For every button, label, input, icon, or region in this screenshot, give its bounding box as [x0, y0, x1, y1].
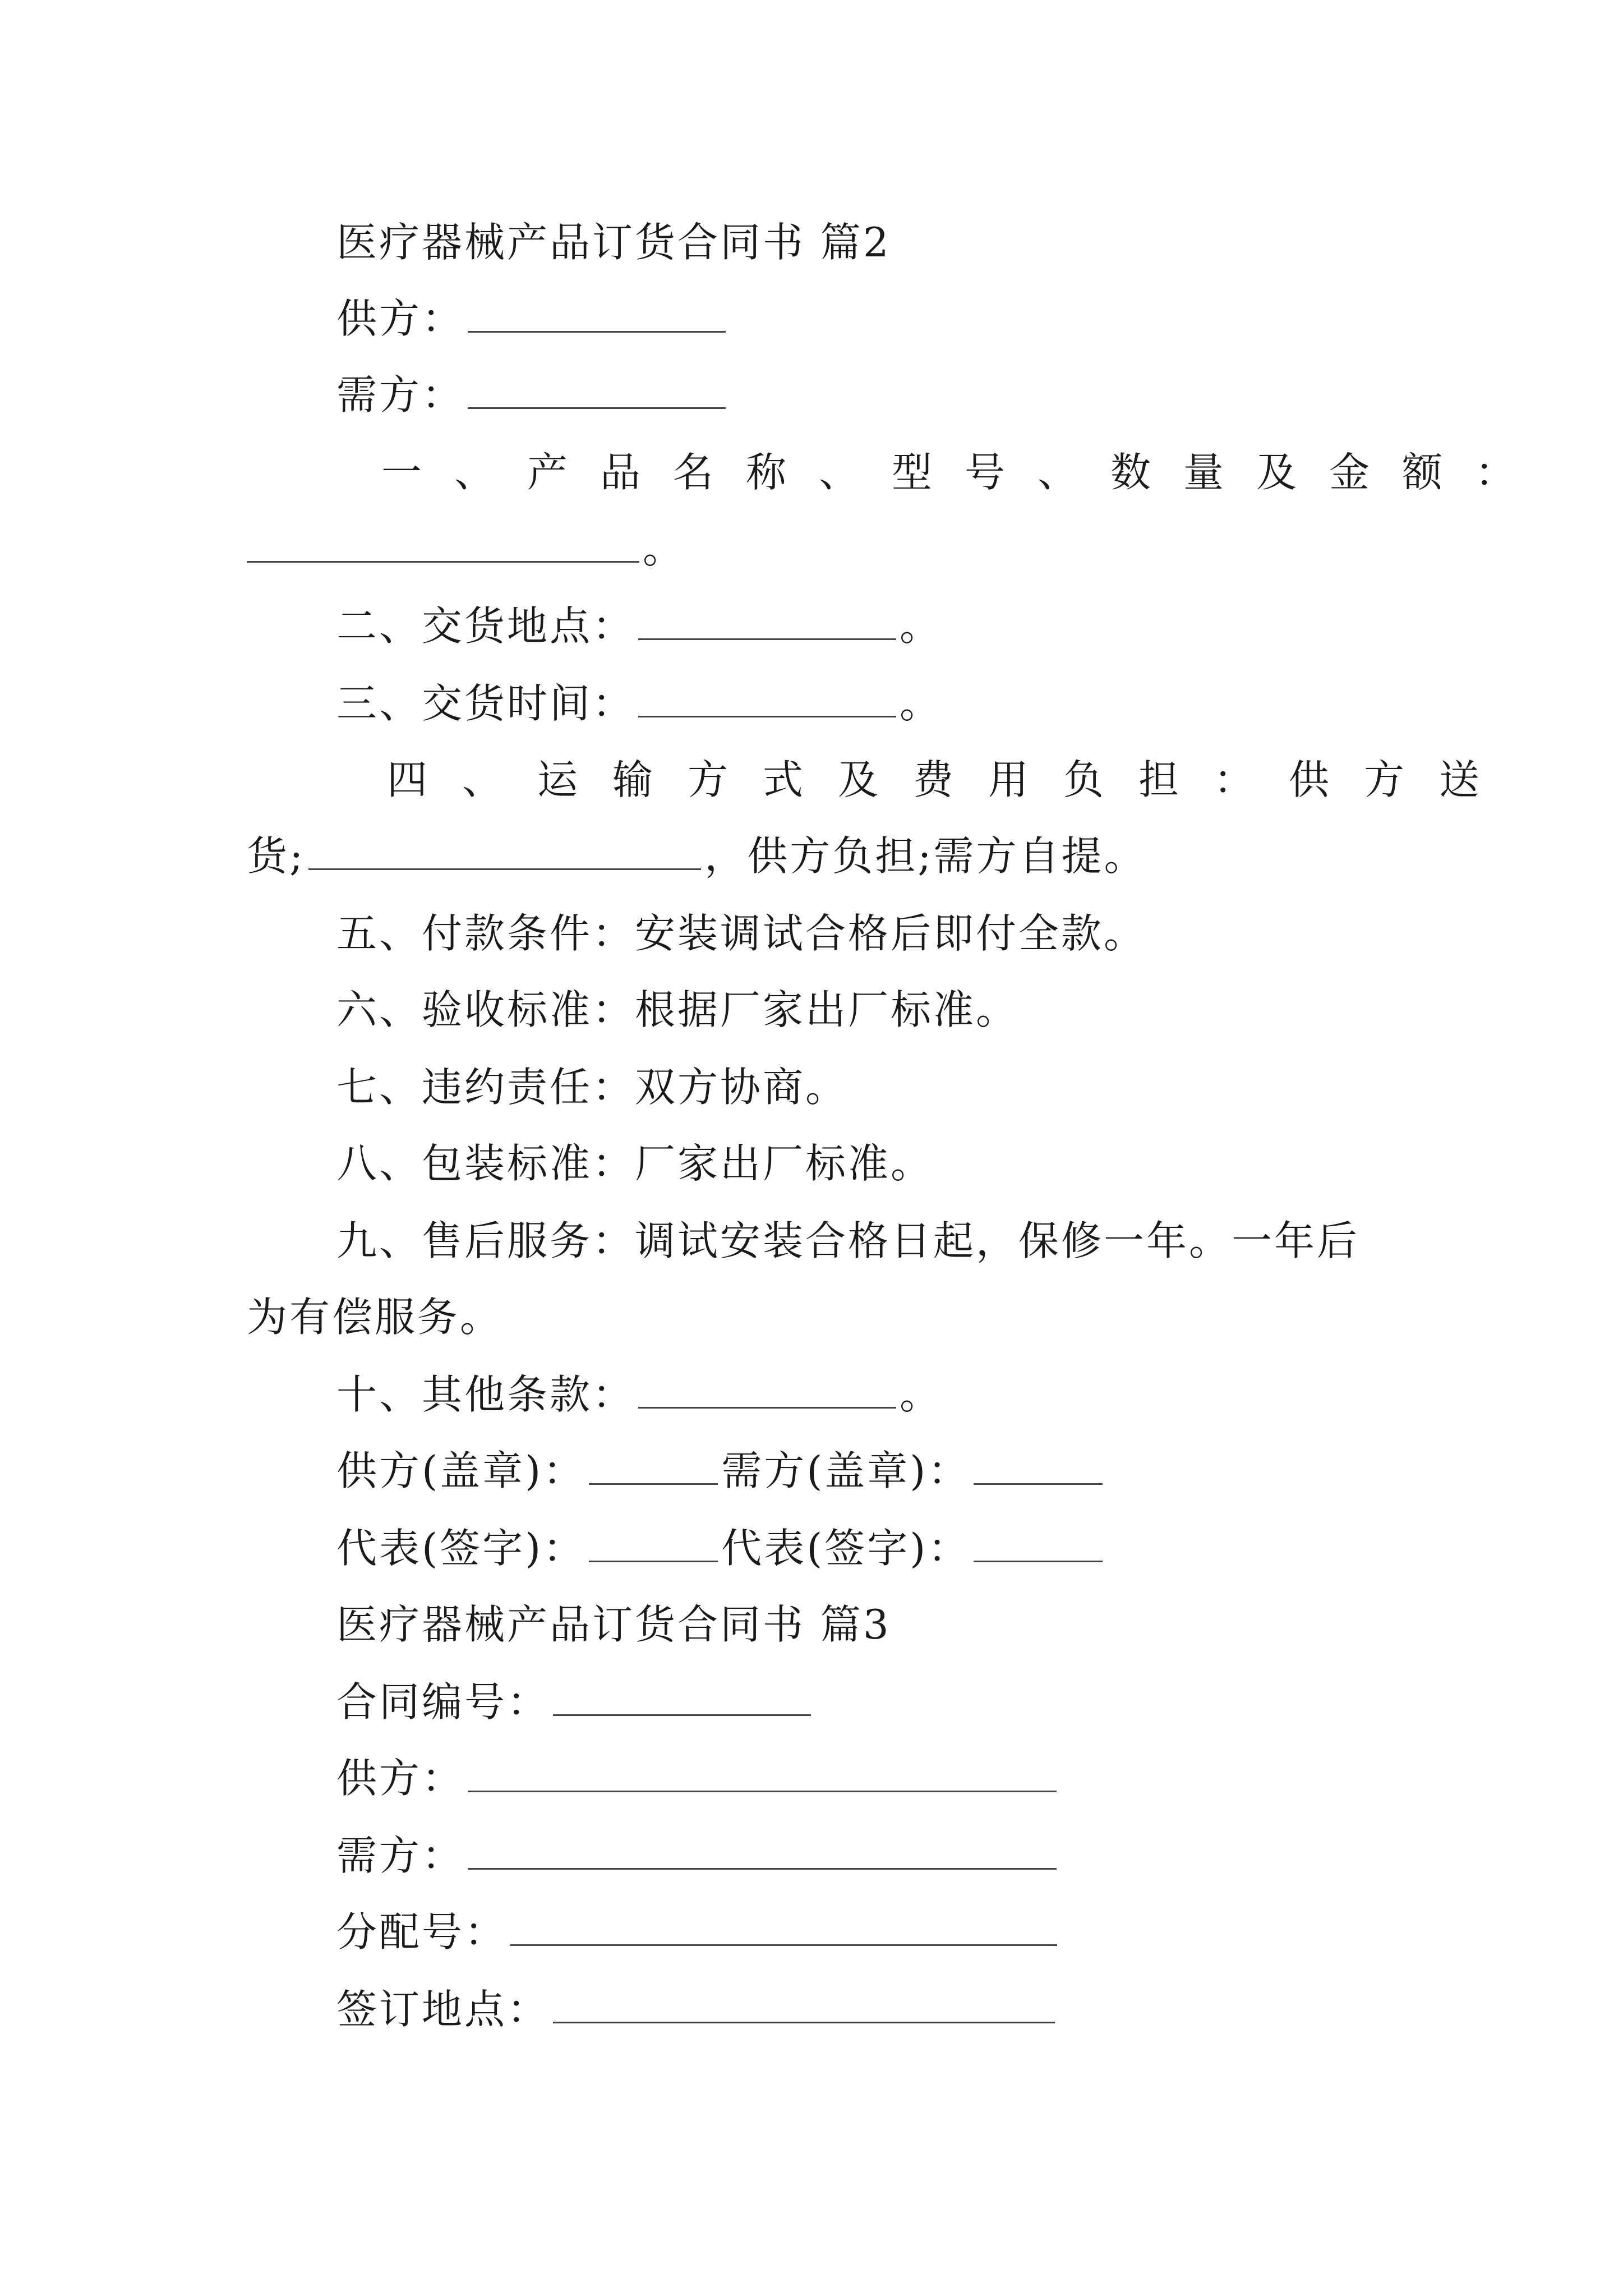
section-3-title-text: 医疗器械产品订货合同书 篇3 — [336, 1601, 891, 1648]
item-2-end: 。 — [900, 602, 943, 650]
section-3-buyer-blank[interactable] — [468, 1831, 1057, 1870]
item-1-blank[interactable] — [247, 524, 639, 563]
item-8-line — [247, 1124, 1380, 1203]
item-4-blank[interactable] — [308, 831, 701, 870]
section-2-buyer-line — [247, 356, 1380, 434]
item-9-line-2 — [247, 1278, 1380, 1356]
contract-no-label: 合同编号： — [336, 1678, 550, 1726]
sign-place-line — [247, 1970, 1380, 2049]
item-7-line — [247, 1048, 1380, 1126]
item-6-line — [247, 970, 1380, 1049]
item-5-text: 五、付款条件：安装调试合格后即付全款。 — [336, 910, 1147, 957]
rep-supplier-blank[interactable] — [589, 1524, 718, 1562]
item-10-label: 十、其他条款： — [336, 1371, 635, 1418]
item-3-end: 。 — [900, 680, 943, 727]
item-2-blank[interactable] — [638, 601, 896, 640]
section-3-supplier-blank[interactable] — [468, 1754, 1057, 1792]
buyer-label: 需方： — [336, 371, 465, 418]
item-3-blank[interactable] — [638, 679, 896, 717]
seal-supplier-blank[interactable] — [589, 1446, 718, 1485]
seal-buyer-blank[interactable] — [974, 1446, 1103, 1485]
section-3-buyer-line — [247, 1816, 1380, 1895]
section-3-supplier-label: 供方： — [336, 1755, 465, 1802]
seal-buyer-label: 需方(盖章)： — [721, 1447, 971, 1494]
item-2-line — [247, 587, 1380, 665]
item-2-label: 二、交货地点： — [336, 602, 635, 650]
contract-no-line — [247, 1663, 1380, 1741]
item-4-label: 四、运输方式及费用负担：供方送 — [387, 756, 1515, 803]
item-1-cont-line — [247, 509, 1380, 588]
item-1-end: 。 — [643, 525, 686, 572]
contract-no-blank[interactable] — [553, 1677, 811, 1716]
allocation-blank[interactable] — [510, 1907, 1057, 1946]
item-10-end: 。 — [900, 1371, 943, 1418]
item-5-line — [247, 894, 1380, 973]
section-2-supplier-line — [247, 279, 1380, 358]
section-2-title-text: 医疗器械产品订货合同书 篇2 — [336, 219, 891, 266]
allocation-label: 分配号： — [336, 1908, 508, 1955]
item-9-text-1: 九、售后服务：调试安装合格日起，保修一年。一年后 — [336, 1217, 1360, 1264]
section-3-buyer-label: 需方： — [336, 1832, 465, 1879]
rep-buyer-label: 代表(签字)： — [721, 1525, 971, 1572]
rep-supplier-label: 代表(签字)： — [336, 1525, 586, 1572]
seal-line — [247, 1432, 1380, 1510]
item-9-line-1 — [247, 1202, 1380, 1280]
item-4-cont-line — [247, 817, 1380, 895]
item-8-text: 八、包装标准：厂家出厂标准。 — [336, 1140, 934, 1187]
section-2-title — [247, 203, 1380, 282]
item-4-cont-b: ，供方负担;需方自提。 — [704, 832, 1147, 880]
item-10-blank[interactable] — [638, 1370, 896, 1409]
item-3-line — [247, 664, 1380, 743]
section-3-supplier-line — [247, 1739, 1380, 1818]
allocation-line — [247, 1893, 1380, 1971]
section-3-title — [247, 1585, 1380, 1664]
sign-place-label: 签订地点： — [336, 1986, 550, 2033]
item-10-line — [247, 1355, 1380, 1434]
item-1-label: 一、产品名称、型号、数量及金额： — [381, 449, 1548, 496]
item-3-label: 三、交货时间： — [336, 680, 635, 727]
item-9-text-2: 为有偿服务。 — [247, 1294, 503, 1341]
rep-buyer-blank[interactable] — [974, 1524, 1103, 1562]
buyer-blank[interactable] — [468, 370, 726, 409]
item-6-text: 六、验收标准：根据厂家出厂标准。 — [336, 986, 1019, 1033]
item-7-text: 七、违约责任：双方协商。 — [336, 1064, 849, 1111]
item-1-line — [247, 433, 1548, 512]
item-4-cont-a: 货; — [247, 832, 306, 880]
item-4-line — [247, 740, 1515, 819]
sign-place-blank[interactable] — [553, 1985, 1055, 2023]
seal-supplier-label: 供方(盖章)： — [336, 1447, 586, 1494]
supplier-blank[interactable] — [468, 294, 726, 333]
rep-line — [247, 1509, 1380, 1588]
supplier-label: 供方： — [336, 295, 465, 342]
